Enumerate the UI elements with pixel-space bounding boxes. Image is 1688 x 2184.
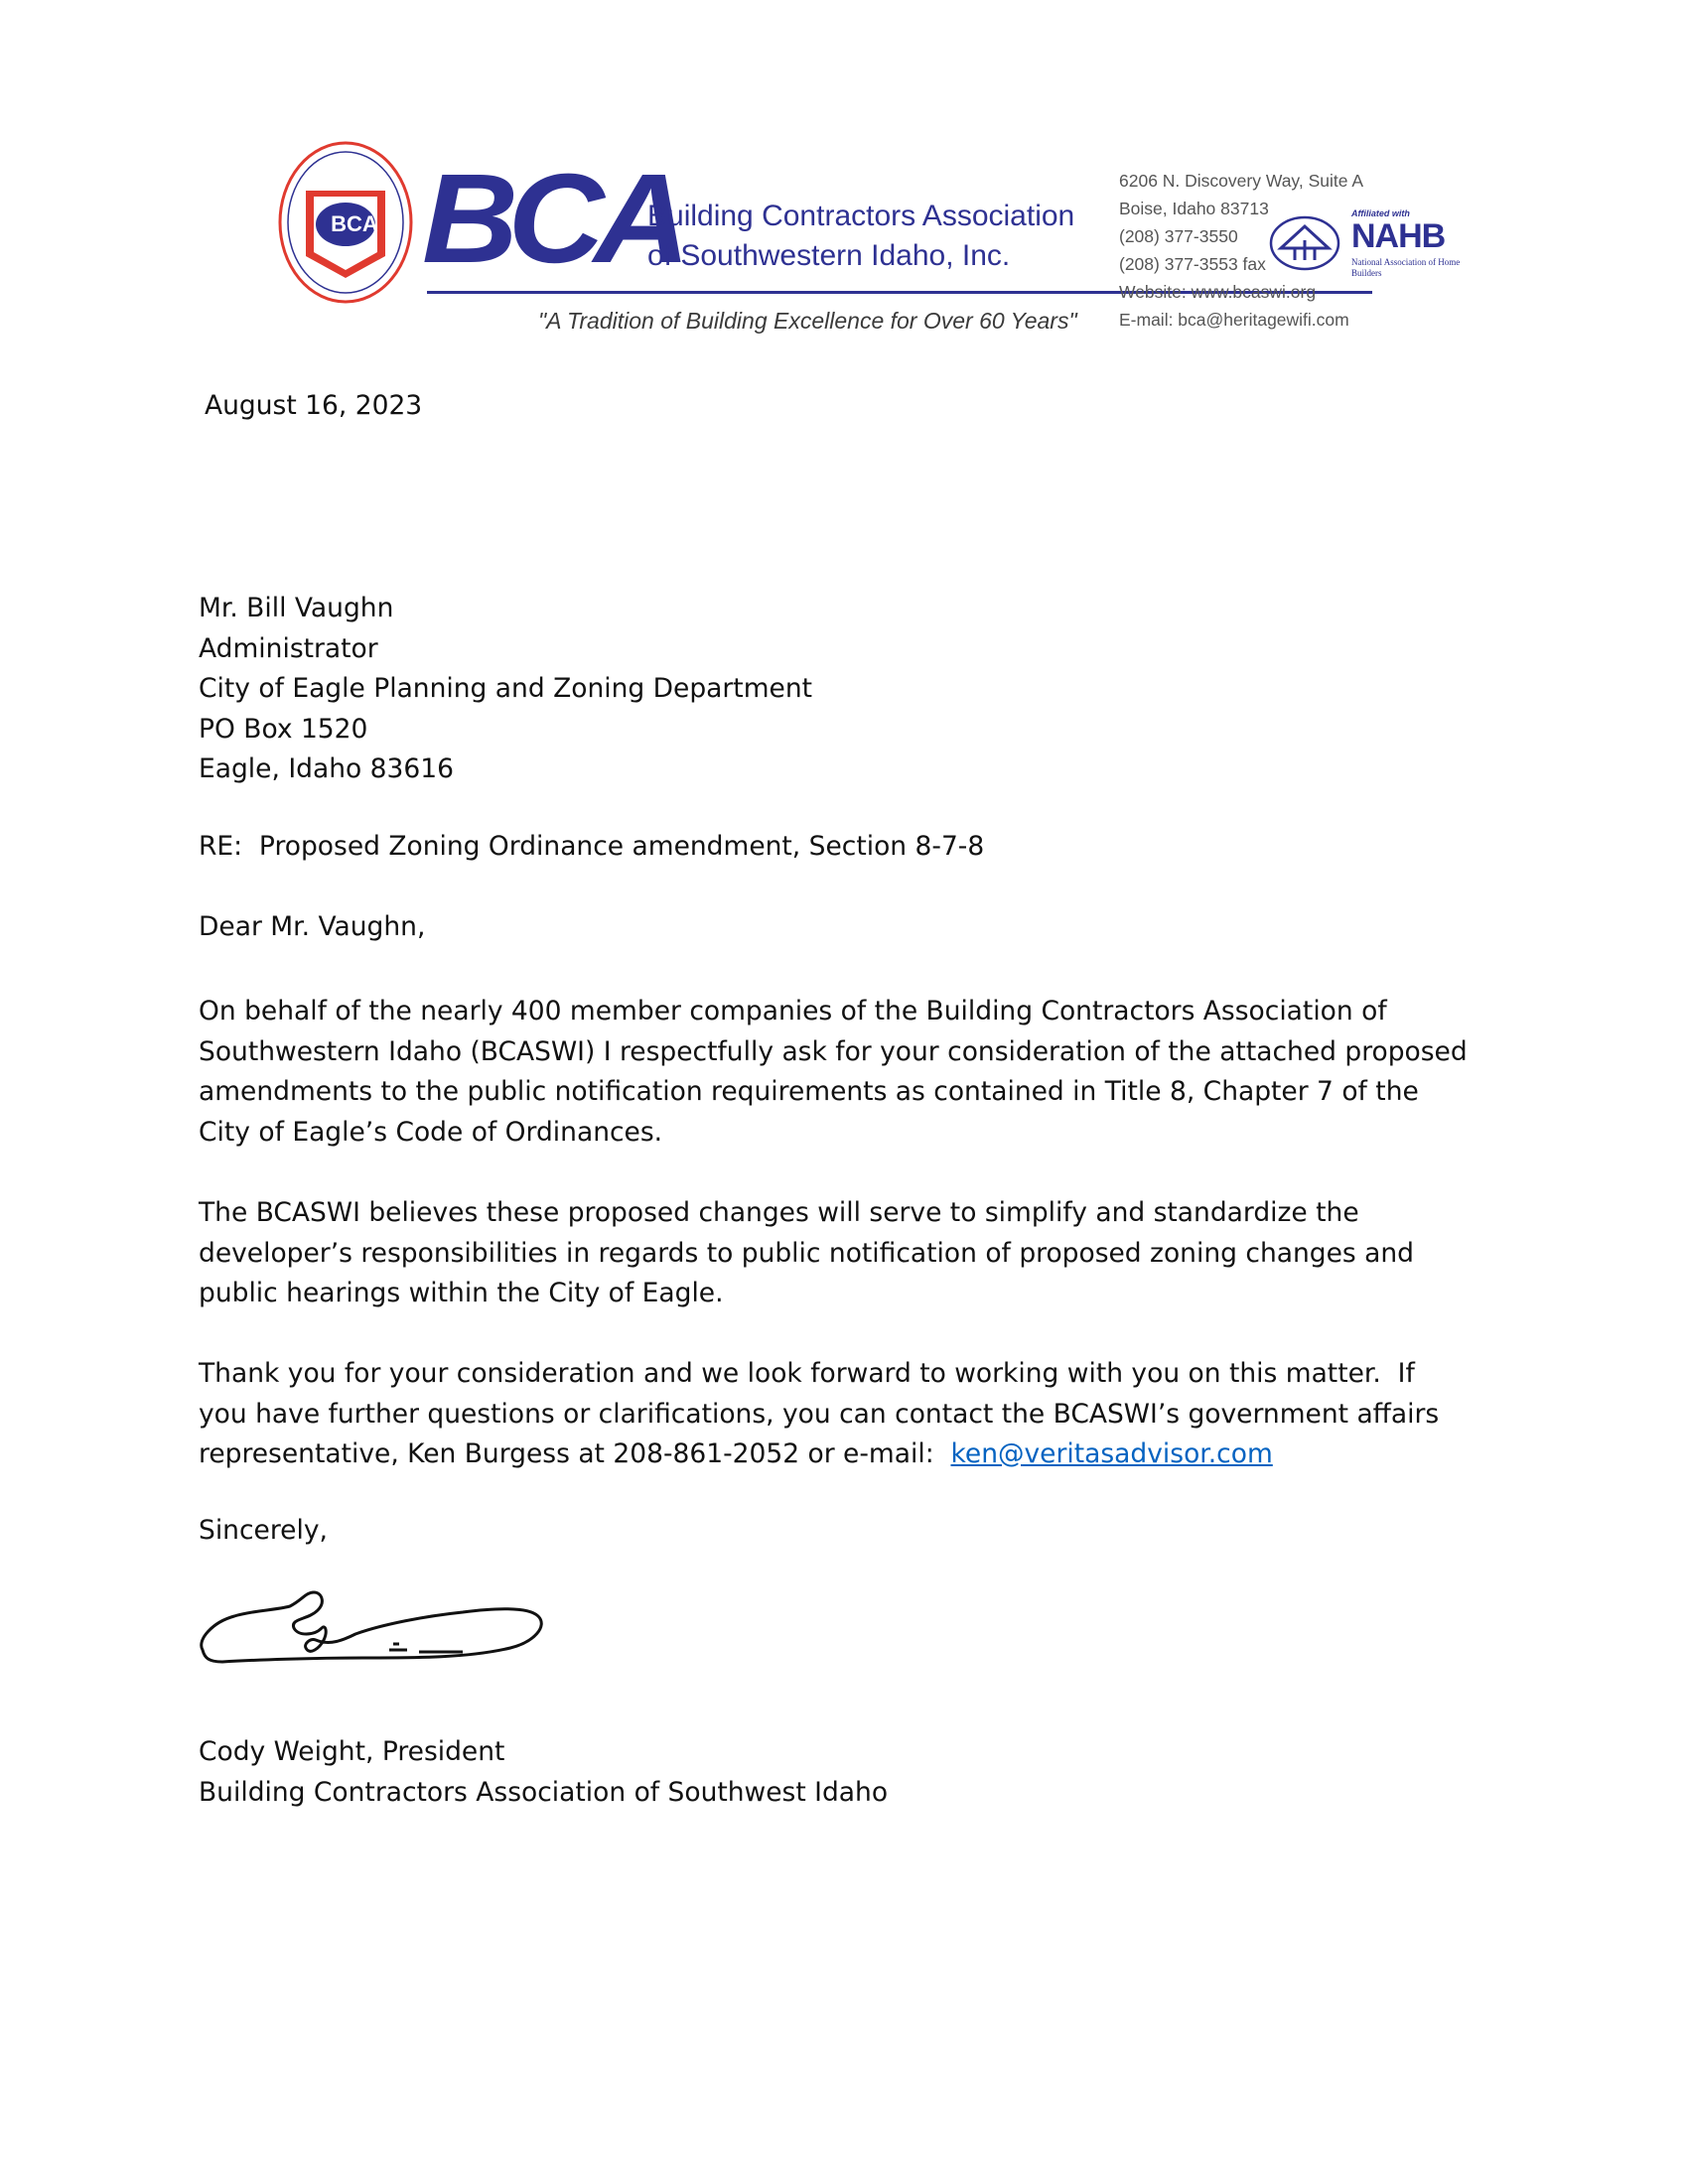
paragraph-3 — [199, 1354, 1439, 1475]
paragraph-line: developer’s responsibilities in regards to public notification of proposed zoning changes and — [199, 1237, 1414, 1269]
tagline: "A Tradition of Building Excellence for Over 60 Years" — [538, 308, 1077, 334]
contact-address: 6206 N. Discovery Way, Suite A — [1119, 171, 1364, 191]
nahb-full-name: National Association of Home Builders — [1351, 257, 1461, 278]
paragraph-line: The BCASWI believes these proposed changes will serve to simplify and standardize the — [199, 1197, 1359, 1228]
recipient-name: Mr. Bill Vaughn — [199, 593, 394, 623]
paragraph-line: On behalf of the nearly 400 member companies of the Building Contractors Association of — [199, 996, 1387, 1026]
nahb-logo — [1269, 208, 1461, 288]
salutation: Dear Mr. Vaughn, — [199, 911, 426, 942]
seal-ring-text — [268, 134, 269, 135]
recipient-address — [199, 589, 812, 790]
org-name-line2: of Southwestern Idaho, Inc. — [647, 239, 1011, 272]
email-link[interactable]: ken@veritasadvisor.com — [950, 1438, 1273, 1469]
seal-center-text: BCA — [331, 211, 378, 236]
paragraph-line: City of Eagle’s Code of Ordinances. — [199, 1116, 663, 1148]
recipient-po-box: PO Box 1520 — [199, 713, 368, 745]
subject-line: RE: Proposed Zoning Ordinance amendment, Section 8-7-8 — [199, 831, 985, 862]
closing: Sincerely, — [199, 1515, 328, 1546]
letterhead — [268, 134, 1460, 352]
recipient-city: Eagle, Idaho 83616 — [199, 753, 454, 784]
nahb-affiliated-label: Affiliated with — [1351, 208, 1410, 218]
recipient-title: Administrator — [199, 632, 378, 664]
signer-name: Cody Weight, President — [199, 1736, 505, 1767]
paragraph-line: public hearings within the City of Eagle. — [199, 1278, 724, 1308]
nahb-house-icon — [1269, 214, 1340, 272]
contact-email: E-mail: bca@heritagewifi.com — [1119, 310, 1349, 330]
contact-city: Boise, Idaho 83713 — [1119, 199, 1269, 218]
paragraph-2 — [199, 1193, 1414, 1314]
paragraph-line: you have further questions or clarifications, you can contact the BCASWI’s government affairs — [199, 1398, 1440, 1430]
signer-organization: Building Contractors Association of Southwest Idaho — [199, 1776, 889, 1808]
paragraph-line: Thank you for your consideration and we look forward to working with you on this matter. If — [199, 1358, 1415, 1389]
recipient-department: City of Eagle Planning and Zoning Department — [199, 673, 813, 704]
paragraph-1 — [199, 992, 1468, 1153]
paragraph-line: Southwestern Idaho (BCASWI) I respectfully ask for your consideration of the attached proposed — [199, 1035, 1468, 1067]
contact-phone: (208) 377-3550 — [1119, 226, 1238, 246]
paragraph-line: amendments to the public notification requirements as contained in Title 8, Chapter 7 of the — [199, 1076, 1419, 1107]
nahb-name: NAHB — [1351, 217, 1446, 255]
signature — [195, 1588, 552, 1678]
contact-website: Website: www.bcaswi.org — [1119, 282, 1317, 302]
org-name-line1: Building Contractors Association — [647, 200, 1075, 232]
letter-date: August 16, 2023 — [205, 390, 423, 421]
paragraph-line — [199, 1434, 1439, 1475]
signature-block — [199, 1732, 888, 1813]
contact-fax: (208) 377-3553 fax — [1119, 254, 1266, 274]
bca-logo: BCA — [422, 148, 680, 290]
paragraph-text: representative, Ken Burgess at 208-861-2052 or e-mail: — [199, 1438, 951, 1469]
